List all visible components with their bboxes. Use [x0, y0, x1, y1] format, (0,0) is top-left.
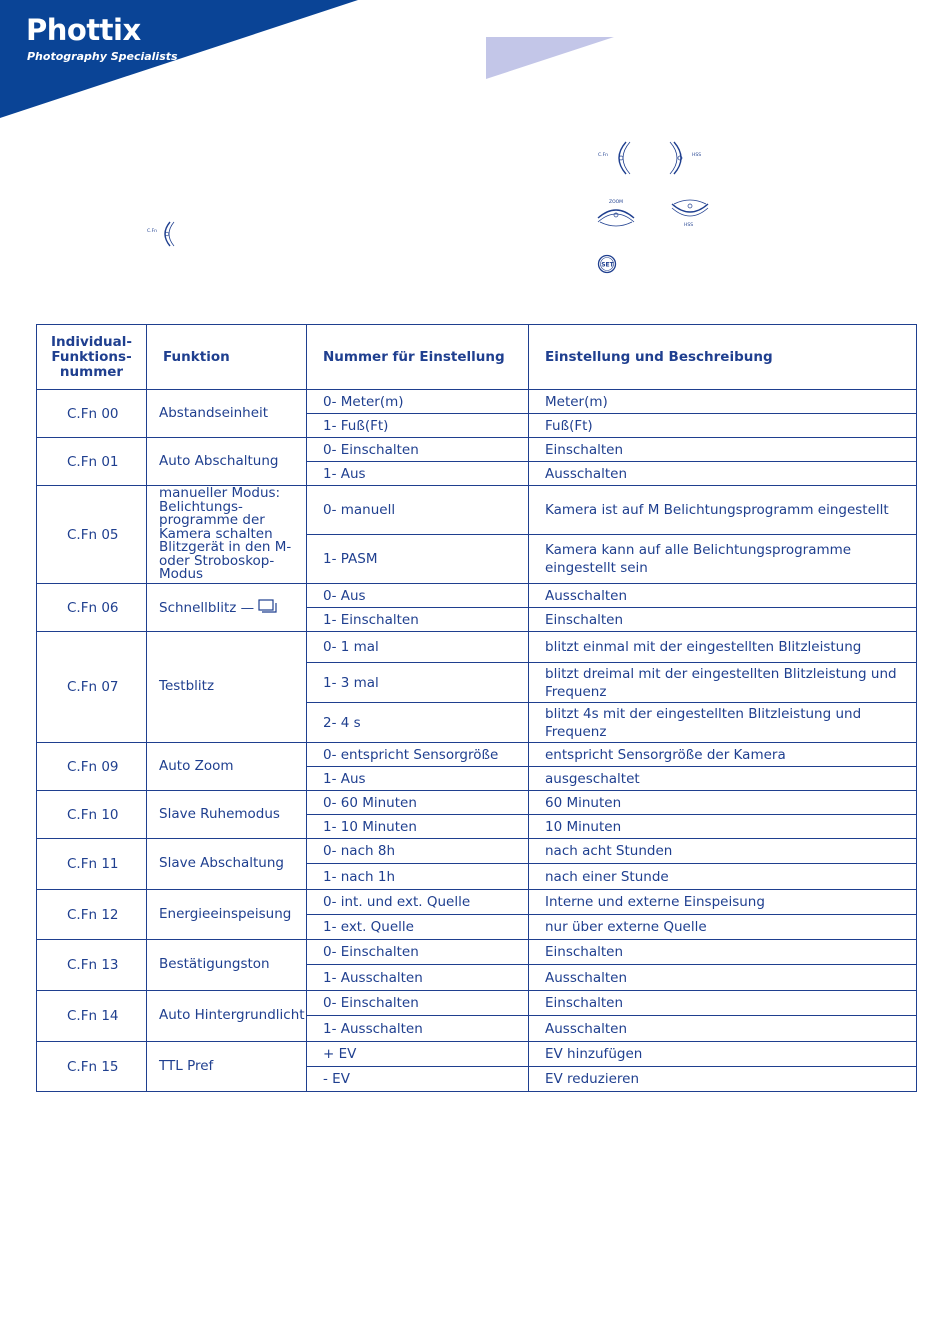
cfn-function: Slave Abschaltung	[147, 839, 307, 890]
cfn-description: blitzt einmal mit der eingestellten Blitzleistung	[529, 632, 917, 663]
cfn-code: C.Fn 11	[37, 839, 147, 890]
cfn-function: Bestätigungston	[147, 940, 307, 991]
table-row	[37, 584, 917, 608]
table-row	[37, 390, 917, 414]
cfn-code: C.Fn 07	[37, 632, 147, 743]
cfn-function: manueller Modus: Belichtungs-programme der Kamera schalten Blitzgerät in den M- oder Stroboskop-Modus	[147, 486, 307, 584]
cfn-code: C.Fn 12	[37, 890, 147, 940]
table-row	[37, 486, 917, 535]
table-row	[37, 991, 917, 1016]
brand-logo: Phottix	[26, 13, 141, 47]
cfn-setting: 1- Aus	[307, 462, 529, 486]
cfn-description: Einschalten	[529, 608, 917, 632]
cfn-code: C.Fn 10	[37, 791, 147, 839]
svg-text:HSS: HSS	[684, 223, 694, 228]
cfn-setting: 0- 60 Minuten	[307, 791, 529, 815]
svg-text:C.Fn: C.Fn	[147, 229, 158, 234]
brand-tagline: Photography Specialists	[27, 50, 178, 63]
cfn-function: Auto Hintergrundlicht	[147, 991, 307, 1042]
table-row	[37, 632, 917, 663]
custom-function-table	[36, 324, 917, 1092]
cfn-description: EV reduzieren	[529, 1067, 917, 1092]
cfn-setting: + EV	[307, 1042, 529, 1067]
cfn-setting: 0- Meter(m)	[307, 390, 529, 414]
cfn-code: C.Fn 13	[37, 940, 147, 991]
cfn-code: C.Fn 00	[37, 390, 147, 438]
cfn-function: Abstandseinheit	[147, 390, 307, 438]
svg-text:ZOOM: ZOOM	[609, 200, 624, 205]
cfn-description: Ausschalten	[529, 584, 917, 608]
column-header-function: Funktion	[147, 325, 307, 390]
cfn-setting: 0- manuell	[307, 486, 529, 535]
dial-top-zoom-icon	[596, 196, 636, 230]
cfn-description: Fuß(Ft)	[529, 414, 917, 438]
column-header-description: Einstellung und Beschreibung	[529, 325, 917, 390]
cfn-description: blitzt 4s mit der eingestellten Blitzleistung und Frequenz	[529, 703, 917, 743]
cfn-function: Auto Abschaltung	[147, 438, 307, 486]
cfn-function: Auto Zoom	[147, 743, 307, 791]
cfn-description: 10 Minuten	[529, 815, 917, 839]
cfn-setting: 0- 1 mal	[307, 632, 529, 663]
cfn-setting: 1- 10 Minuten	[307, 815, 529, 839]
set-button-icon	[596, 253, 618, 275]
table-row	[37, 791, 917, 815]
cfn-description: nach einer Stunde	[529, 864, 917, 890]
cfn-setting: 0- Einschalten	[307, 991, 529, 1016]
cfn-description: Einschalten	[529, 991, 917, 1016]
cfn-description: Einschalten	[529, 438, 917, 462]
cfn-function: Energieeinspeisung	[147, 890, 307, 940]
cfn-setting: 0- Einschalten	[307, 940, 529, 965]
cfn-description: Ausschalten	[529, 965, 917, 991]
dial-bottom-hss-icon	[670, 194, 710, 228]
cfn-setting: 0- Einschalten	[307, 438, 529, 462]
table-header-row	[37, 325, 917, 390]
table-row	[37, 890, 917, 915]
svg-text:C.Fn: C.Fn	[598, 153, 609, 158]
cfn-setting: 1- Einschalten	[307, 608, 529, 632]
cfn-description: 60 Minuten	[529, 791, 917, 815]
header-banner	[0, 0, 950, 130]
column-header-setting-number: Nummer für Einstellung	[307, 325, 529, 390]
cfn-description: ausgeschaltet	[529, 767, 917, 791]
cfn-dial-left-icon	[598, 140, 634, 176]
dial-right-hss-icon	[666, 140, 706, 176]
quickflash-icon	[258, 599, 278, 617]
cfn-description: nach acht Stunden	[529, 839, 917, 864]
cfn-setting: 0- Aus	[307, 584, 529, 608]
cfn-setting: 0- nach 8h	[307, 839, 529, 864]
cfn-description: Ausschalten	[529, 1016, 917, 1042]
table-row	[37, 839, 917, 864]
table-row	[37, 743, 917, 767]
cfn-description: Meter(m)	[529, 390, 917, 414]
cfn-description: Interne und externe Einspeisung	[529, 890, 917, 915]
cfn-description: Ausschalten	[529, 462, 917, 486]
cfn-setting: 1- 3 mal	[307, 663, 529, 703]
cfn-function: Schnellblitz —	[159, 599, 255, 616]
cfn-setting: 1- Aus	[307, 767, 529, 791]
svg-text:HSS: HSS	[692, 153, 702, 158]
cfn-description: EV hinzufügen	[529, 1042, 917, 1067]
cfn-function: Slave Ruhemodus	[147, 791, 307, 839]
cfn-dial-left-small-icon	[146, 220, 178, 248]
cfn-setting: 1- ext. Quelle	[307, 915, 529, 940]
cfn-description: Einschalten	[529, 940, 917, 965]
column-header-code: Individual- Funktions- nummer	[37, 325, 147, 390]
cfn-setting: 1- Ausschalten	[307, 965, 529, 991]
cfn-setting: 0- entspricht Sensorgröße	[307, 743, 529, 767]
cfn-description: entspricht Sensorgröße der Kamera	[529, 743, 917, 767]
cfn-description: Kamera kann auf alle Belichtungsprogramme eingestellt sein	[529, 535, 917, 584]
svg-text:SET: SET	[601, 261, 614, 269]
cfn-setting: 1- Fuß(Ft)	[307, 414, 529, 438]
table-row	[37, 438, 917, 462]
cfn-description: nur über externe Quelle	[529, 915, 917, 940]
cfn-function: TTL Pref	[147, 1042, 307, 1092]
cfn-code: C.Fn 01	[37, 438, 147, 486]
cfn-setting: 2- 4 s	[307, 703, 529, 743]
cfn-code: C.Fn 05	[37, 486, 147, 584]
cfn-setting: 1- nach 1h	[307, 864, 529, 890]
cfn-code: C.Fn 15	[37, 1042, 147, 1092]
cfn-description: blitzt dreimal mit der eingestellten Blitzleistung und Frequenz	[529, 663, 917, 703]
cfn-function-cell	[147, 584, 307, 632]
cfn-code: C.Fn 14	[37, 991, 147, 1042]
cfn-code: C.Fn 09	[37, 743, 147, 791]
cfn-setting: 1- Ausschalten	[307, 1016, 529, 1042]
cfn-description: Kamera ist auf M Belichtungsprogramm eingestellt	[529, 486, 917, 535]
table-row	[37, 940, 917, 965]
cfn-setting: 1- PASM	[307, 535, 529, 584]
cfn-setting: - EV	[307, 1067, 529, 1092]
cfn-setting: 0- int. und ext. Quelle	[307, 890, 529, 915]
cfn-function: Testblitz	[147, 632, 307, 743]
table-row	[37, 1042, 917, 1067]
cfn-code: C.Fn 06	[37, 584, 147, 632]
